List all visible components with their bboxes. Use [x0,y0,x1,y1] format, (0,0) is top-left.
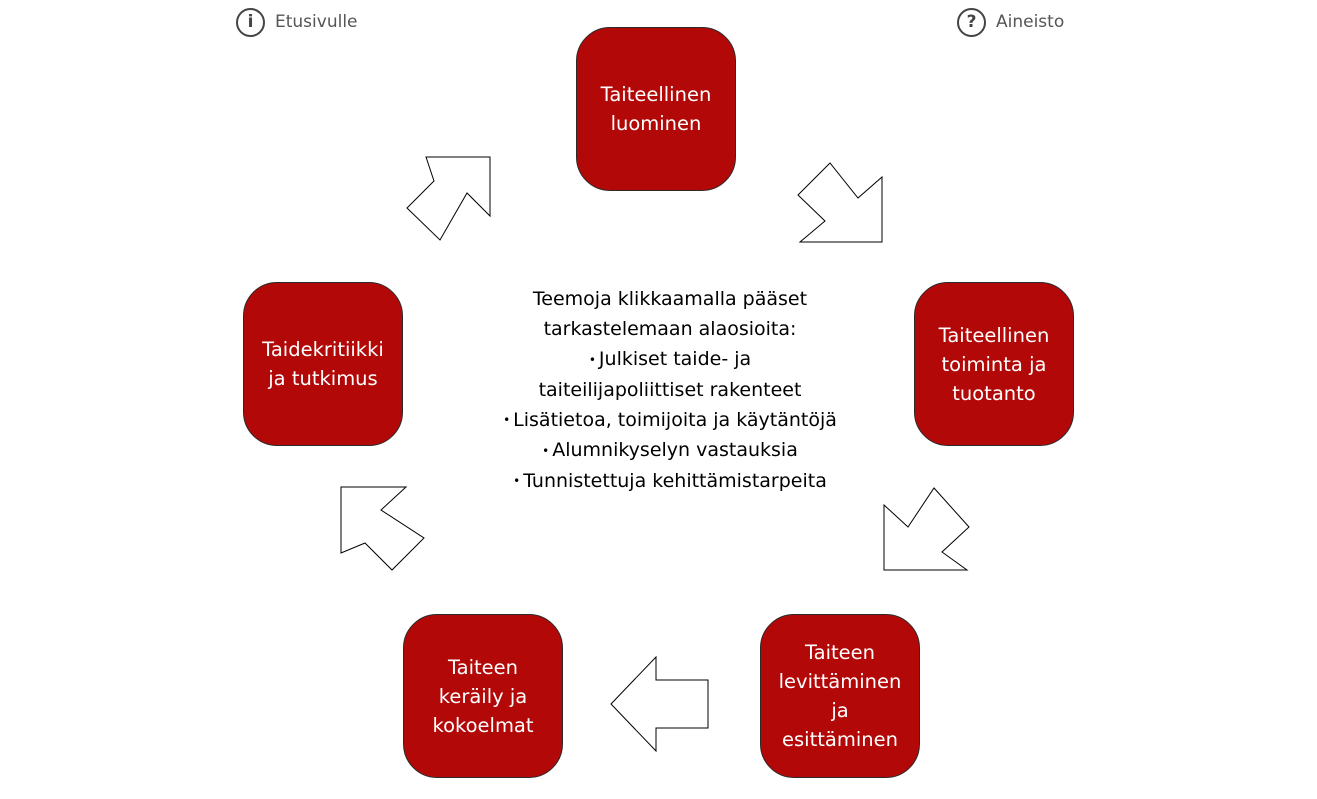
list-item-continuation: taiteilijapoliittiset rakenteet [538,378,802,401]
theme-distribution-button[interactable] [760,614,920,778]
instructions-intro: tarkastelemaan alaosioita: [543,318,797,340]
arrow-up-left-icon [341,487,424,570]
theme-label: Taiteen keräily ja kokoelmat [432,655,534,737]
theme-artistic-activity-button[interactable] [914,282,1074,446]
arrow-up-right-icon [407,157,490,240]
instructions-intro: Teemoja klikkaamalla pääset [532,288,808,310]
material-link-label: Aineisto [996,12,1065,32]
instructions-text [450,284,890,496]
theme-artistic-creation-button[interactable] [576,27,736,191]
list-item: • Alumnikyselyn vastauksia [542,439,798,461]
theme-collection-button[interactable] [403,614,563,778]
arrow-down-left-icon [884,488,969,570]
theme-label: Taidekritiikki ja tutkimus [262,338,384,390]
list-item: • Julkiset taide- ja [588,348,752,370]
home-link[interactable] [236,5,358,39]
info-icon: i [236,8,265,37]
theme-criticism-research-button[interactable] [243,282,403,446]
arrow-down-right-icon [798,163,882,242]
arrow-left-icon [611,657,708,751]
theme-label: Taiteellinen toiminta ja tuotanto [938,323,1050,405]
theme-label: Taiteellinen luominen [600,83,712,135]
theme-label: Taiteen levittäminen ja esittäminen [778,641,902,751]
question-icon: ? [957,8,986,37]
list-item: • Tunnistettuja kehittämistarpeita [513,469,827,492]
list-item: • Lisätietoa, toimijoita ja käytäntöjä [503,408,837,431]
home-link-label: Etusivulle [275,12,358,32]
material-link[interactable] [957,5,1064,39]
